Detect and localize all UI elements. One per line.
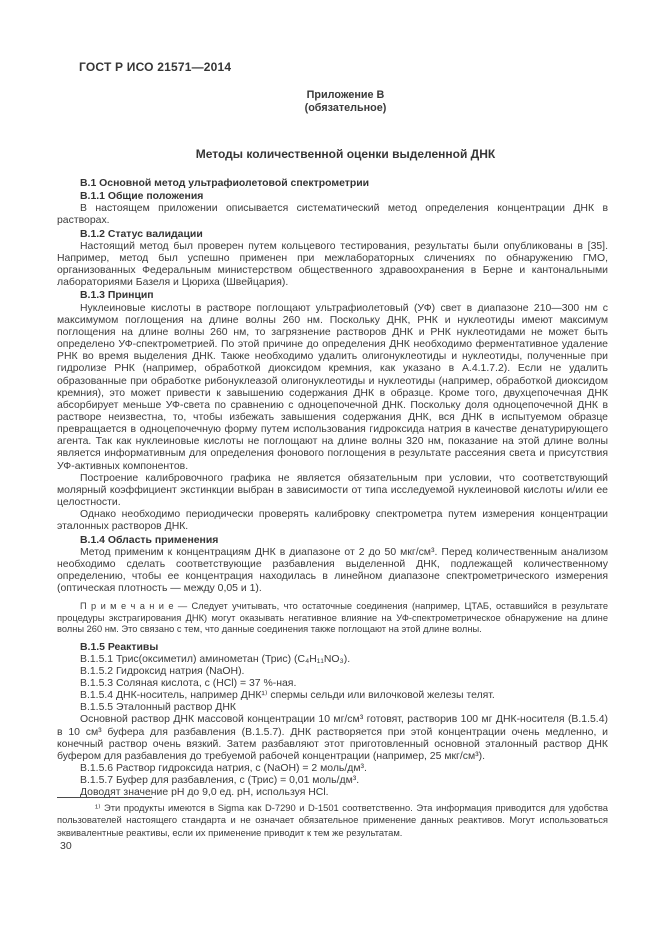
paragraph: Однако необходимо периодически проверять калибровку спектрометра путем измерения концентрации эталонных растворов ДНК. [57,509,608,533]
paragraph: В.1.5.7 Буфер для разбавления, c (Трис) = 0,01 моль/дм³. [80,775,360,787]
subsection-heading: В.1.2 Статус валидации [80,228,203,240]
paragraph: Доводят значение pH до 9,0 ед. pH, используя HCl. [80,787,329,799]
document-header: ГОСТ Р ИСО 21571—2014 [79,60,232,74]
page-number: 30 [60,840,72,852]
paragraph: В.1.5.1 Трис(оксиметил) аминометан (Трис) (C₄H₁₁NO₃). [80,653,351,665]
subsection-heading: В.1.3 Принцип [80,290,154,302]
paragraph: В.1.5.3 Соляная кислота, c (HCl) = 37 %-ная. [80,678,297,689]
paragraph: Построение калибровочного графика не является обязательным при условии, что соответствующий молярный коэффициент экстинкции выбран в зависимости от типа исследуемой нуклеиновой кислоты и/или ее целостности. [57,472,608,509]
paragraph: В.1.5.2 Гидроксид натрия (NaOH). [80,665,245,677]
page-title: Методы количественной оценки выделенной ДНК [195,147,496,161]
paragraph: В.1.5.5 Эталонный раствор ДНК [80,702,236,714]
subsection-heading: В.1.1 Общие положения [80,191,204,203]
subsection-heading: В.1.5 Реактивы [80,641,159,653]
subsection-heading: В.1.4 Область применения [80,534,219,546]
paragraph: Нуклеиновые кислоты в растворе поглощают ультрафиолетовый (УФ) свет в диапазоне 210—300 нм с максимумом поглощения на длине волны 260 нм. Поскольку ДНК, РНК и нуклеотиды имеют максимум поглощения на длине волны 260 нм, то загрязнение растворов ДНК и РНК нуклеотидами не может быть определено УФ-спектрометрией. По этой причине до определения ДНК необходимо ферментативное удаление РНК во время выделения ДНК. Также необходимо удалить олигонуклеотиды и нуклеотиды, полученные при гидролизе РНК (например, обработкой диоксидом кремния, как указано в А.4.1.7.2). Если не удалить образованные при обработке рибонуклеазой олигонуклеотиды и нуклеотиды (например, обработкой диоксидом кремния), это может привести к завышению содержания ДНК в образце. Кроме того, двухцепочечная ДНК абсорбирует меньше УФ-света по сравнению с одноцепочечной ДНК. Поскольку доля одноцепочечной ДНК в растворе неизвестна, то, чтобы избежать завышения содержания ДНК, вся ДНК в испытуемом образце превращается в одноцепочечную форму путем использования гидроксида натрия в качестве денатурирующего агента. Так как нуклеиновые кислоты не поглощают на длине волны 320 нм, показание на этой длине волны является информативным для определения фонового поглощения в результате рассеяния света и присутствия УФ-активных компонентов. [57,302,608,472]
footnote-divider [57,797,152,798]
main-content [57,177,608,800]
paragraph: Метод применим к концентрациям ДНК в диапазоне от 2 до 50 мкг/см³. Перед количественным анализом необходимо сделать соответствующие разбавления выделенной ДНК, подлежащей количественному определению, чтобы ее концентрация находилась в линейном диапазоне спектрометрического измерения (оптическая плотность — между 0,05 и 1). [57,546,608,595]
section-heading: В.1 Основной метод ультрафиолетовой спектрометрии [80,178,370,189]
paragraph: Основной раствор ДНК массовой концентрации 10 мг/см³ готовят, растворив 100 мг ДНК-носителя (В.1.5.4) в 10 см³ буфера для разбавления (В.1.5.7). ДНК растворяется при этой концентрации очень медленно, и конечный раствор очень вязкий. Затем разбавляют этот приготовленный основной эталонный раствор ДНК буфером для разбавления до требуемой рабочей концентрации (например, 25 мкг/см³). [57,714,608,762]
paragraph: Настоящий метод был проверен путем кольцевого тестирования, результаты были опубликованы в [35]. Например, метод был успешно применен при межлабораторных сличениях по обнаружению ГМО, организованных Федеральным министерством общественного здравоохранения в Берне и кантональными лабораториями Базеля и Цюриха (Швейцария). [57,240,608,289]
appendix-label: Приложение В [306,89,385,101]
footnote-area [57,797,608,839]
note-paragraph: П р и м е ч а н и е — Следует учитывать, что остаточные соединения (например, ЦТАБ, оставшийся в результате процедуры экстрагирования ДНК) могут оказывать негативное влияние на УФ-спектрометрическое обнаружение на длине волны 260 нм. Это связано с тем, что данные соединения также поглощают на этой длине волны. [57,601,608,635]
footnote-text: ¹⁾ Эти продукты имеются в Sigma как D-7290 и D-1501 соответственно. Эта информация приводится для удобства пользователей настоящего стандарта и не означает обязательное применение данных реактивов. Могут использоваться эквивалентные реактивы, если их применение приводит к тем же результатам. [57,802,608,838]
appendix-heading [70,89,621,114]
paragraph: В.1.5.6 Раствор гидроксида натрия, c (NaOH) = 2 моль/дм³. [80,763,367,775]
paragraph: В настоящем приложении описывается систематический метод определения концентрации ДНК в растворах. [57,203,608,227]
paragraph: В.1.5.4 ДНК-носитель, например ДНК¹⁾ спермы сельди или вилочковой железы телят. [80,690,495,702]
appendix-type: (обязательное) [304,101,387,114]
